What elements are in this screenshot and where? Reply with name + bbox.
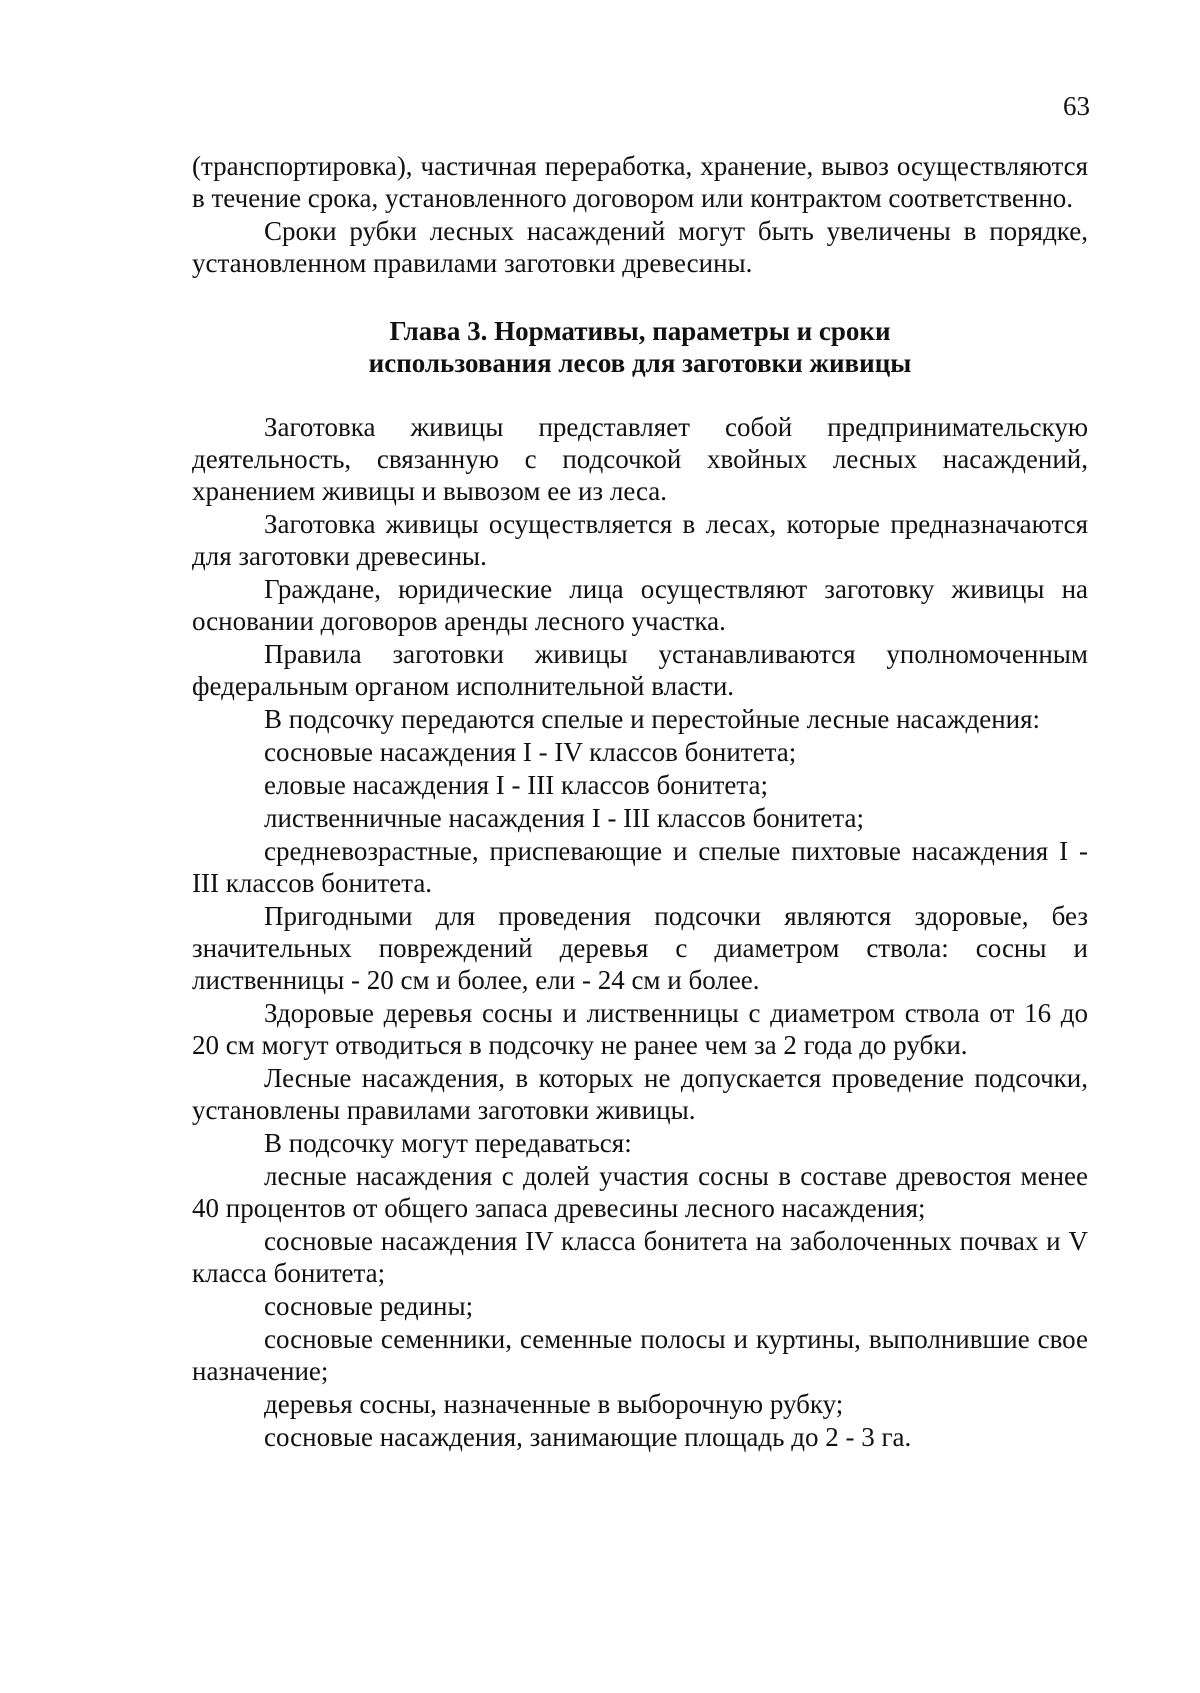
- paragraph: Заготовка живицы представляет собой предпринимательскую деятельность, связанную с подсочкой хвойных лесных насаждений, хранением живицы и вывозом ее из леса.: [192, 412, 1088, 506]
- list-item: лесные насаждения с долей участия сосны в составе древостоя менее 40 процентов от общего запаса древесины лесного насаждения;: [192, 1161, 1088, 1223]
- paragraph-logging-terms: Сроки рубки лесных насаждений могут быть увеличены в порядке, установленном правилами заготовки древесины.: [192, 216, 1088, 278]
- list-item: средневозрастные, приспевающие и спелые пихтовые насаждения I - III классов бонитета.: [192, 836, 1088, 898]
- paragraph: Граждане, юридические лица осуществляют заготовку живицы на основании договоров аренды лесного участка.: [192, 574, 1088, 636]
- paragraph: Здоровые деревья сосны и лиственницы с диаметром ствола от 16 до 20 см могут отводиться в подсочку не ранее чем за 2 года до рубки.: [192, 998, 1088, 1060]
- page-number: 63: [1063, 91, 1090, 121]
- paragraph: В подсочку могут передаваться:: [264, 1128, 632, 1158]
- list-item: деревья сосны, назначенные в выборочную рубку;: [264, 1389, 844, 1419]
- list-item: сосновые семенники, семенные полосы и куртины, выполнившие свое назначение;: [192, 1324, 1088, 1386]
- chapter-heading-line-2: использования лесов для заготовки живицы: [368, 348, 912, 378]
- paragraph: В подсочку передаются спелые и перестойные лесные насаждения:: [264, 704, 1041, 734]
- list-item: лиственничные насаждения I - III классов бонитета;: [264, 803, 864, 833]
- paragraph-continuation: (транспортировка), частичная переработка, хранение, вывоз осуществляются в течение срока, установленного договором или контрактом соответственно.: [192, 151, 1088, 213]
- paragraph: Лесные насаждения, в которых не допускается проведение подсочки, установлены правилами заготовки живицы.: [192, 1063, 1088, 1125]
- chapter-heading-line-1: Глава 3. Нормативы, параметры и сроки: [389, 316, 891, 346]
- paragraph: Заготовка живицы осуществляется в лесах, которые предназначаются для заготовки древесины.: [192, 509, 1088, 571]
- list-item: сосновые насаждения IV класса бонитета на заболоченных почвах и V класса бонитета;: [192, 1226, 1088, 1288]
- paragraph: Пригодными для проведения подсочки являются здоровые, без значительных повреждений деревья с диаметром ствола: сосны и лиственницы - 20 см и более, ели - 24 см и более.: [192, 901, 1088, 995]
- chapter-heading: [192, 315, 1088, 379]
- list-item: сосновые насаждения, занимающие площадь до 2 - 3 га.: [264, 1422, 912, 1452]
- document-body: [192, 150, 1088, 1454]
- list-item: еловые насаждения I - III классов бонитета;: [264, 770, 769, 800]
- list-item: сосновые редины;: [264, 1291, 474, 1321]
- list-item: сосновые насаждения I - IV классов бонитета;: [264, 737, 797, 767]
- paragraph: Правила заготовки живицы устанавливаются уполномоченным федеральным органом исполнительной власти.: [192, 639, 1088, 701]
